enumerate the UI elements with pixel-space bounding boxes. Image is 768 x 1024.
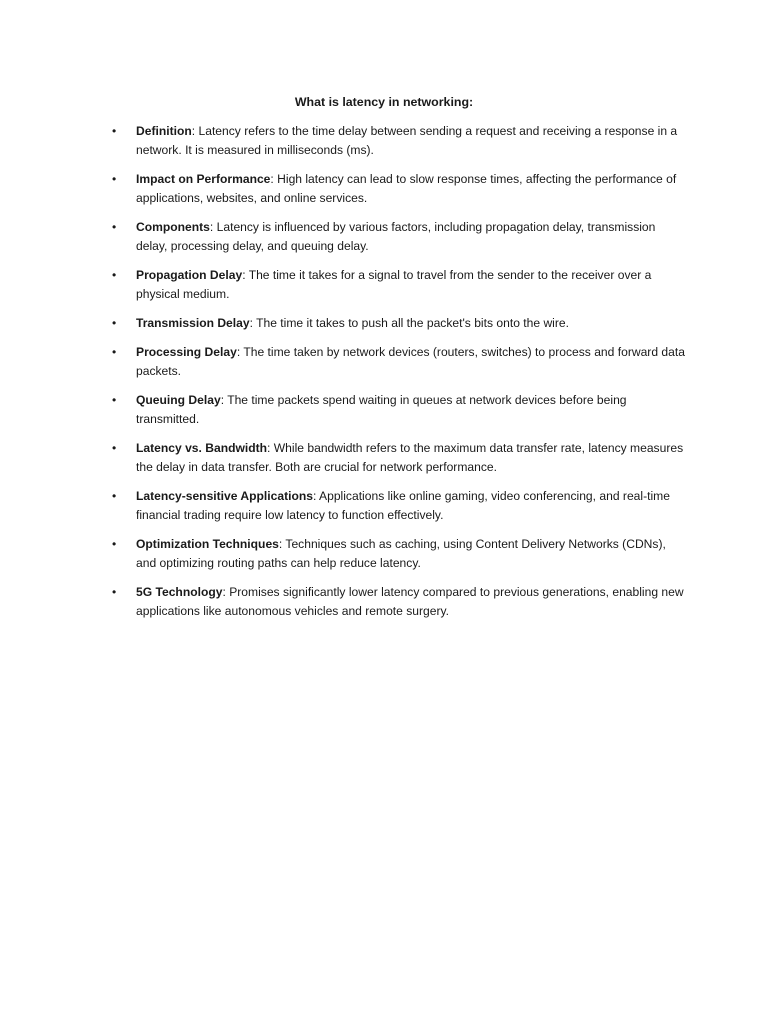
item-text: : The time packets spend waiting in queues at network devices before being transmitted. xyxy=(136,393,627,426)
list-item-latency-sensitive-applications xyxy=(112,487,686,525)
list-item-transmission-delay xyxy=(112,314,686,333)
item-text: : High latency can lead to slow response times, affecting the performance of applications, websites, and online services. xyxy=(136,172,677,205)
bullet-icon: • xyxy=(112,220,117,234)
bullet-icon: • xyxy=(112,345,117,359)
term-label: Components xyxy=(136,220,210,234)
bullet-icon: • xyxy=(112,316,117,330)
bullet-icon: • xyxy=(112,441,117,455)
term-label: Definition xyxy=(136,124,192,138)
item-text: : The time it takes for a signal to travel from the sender to the receiver over a physical medium. xyxy=(136,268,652,301)
term-label: Impact on Performance xyxy=(136,172,271,186)
term-label: Optimization Techniques xyxy=(136,537,279,551)
item-text: : While bandwidth refers to the maximum data transfer rate, latency measures the delay in data transfer. Both are crucial for network performance. xyxy=(136,441,684,474)
list-item-5g-technology xyxy=(112,583,686,621)
list-item-processing-delay xyxy=(112,343,686,381)
list-item-latency-vs-bandwidth xyxy=(112,439,686,477)
list-item-optimization-techniques xyxy=(112,535,686,573)
document-title: What is latency in networking: xyxy=(294,95,474,109)
item-text: : Techniques such as caching, using Content Delivery Networks (CDNs), and optimizing routing paths can help reduce latency. xyxy=(136,537,666,570)
list-item-components xyxy=(112,218,686,256)
item-text: : The time it takes to push all the packet's bits onto the wire. xyxy=(249,316,569,330)
bullet-list xyxy=(112,122,686,631)
term-label: 5G Technology xyxy=(136,585,223,599)
term-label: Latency vs. Bandwidth xyxy=(136,441,268,455)
list-item-queuing-delay xyxy=(112,391,686,429)
item-text: : Promises significantly lower latency compared to previous generations, enabling new applications like autonomous vehicles and remote surgery. xyxy=(136,585,684,618)
item-text: : Latency refers to the time delay between sending a request and receiving a response in a network. It is measured in milliseconds (ms). xyxy=(136,124,678,157)
list-item-impact-on-performance xyxy=(112,170,686,208)
list-item-propagation-delay xyxy=(112,266,686,304)
item-text: : The time taken by network devices (routers, switches) to process and forward data packets. xyxy=(136,345,685,378)
bullet-icon: • xyxy=(112,268,117,282)
item-text: : Latency is influenced by various factors, including propagation delay, transmission delay, processing delay, and queuing delay. xyxy=(136,220,656,253)
bullet-icon: • xyxy=(112,537,117,551)
term-label: Queuing Delay xyxy=(136,393,221,407)
term-label: Transmission Delay xyxy=(136,316,250,330)
bullet-icon: • xyxy=(112,489,117,503)
term-label: Processing Delay xyxy=(136,345,237,359)
bullet-icon: • xyxy=(112,393,117,407)
term-label: Propagation Delay xyxy=(136,268,243,282)
item-text: : Applications like online gaming, video conferencing, and real-time financial trading require low latency to function effectively. xyxy=(136,489,670,522)
term-label: Latency-sensitive Applications xyxy=(136,489,313,503)
bullet-icon: • xyxy=(112,585,117,599)
list-item-definition xyxy=(112,122,686,160)
bullet-icon: • xyxy=(112,124,117,138)
bullet-icon: • xyxy=(112,172,117,186)
